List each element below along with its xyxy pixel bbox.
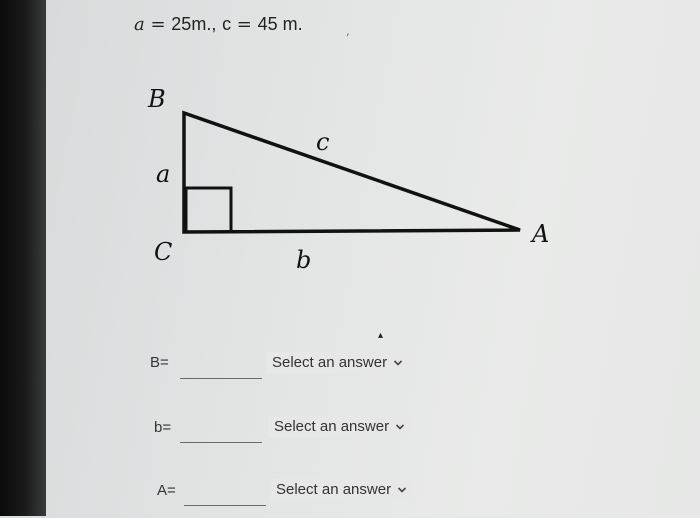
right-angle-marker: [186, 188, 231, 232]
answer-row-B: [0, 350, 700, 390]
stray-mark: ,: [346, 24, 350, 38]
answer-select[interactable]: [270, 479, 413, 501]
equals-sign-2: =: [236, 14, 252, 35]
var-c: c: [222, 14, 232, 34]
answer-row-b: [0, 414, 700, 454]
side-label-a: a: [156, 160, 171, 188]
equals-sign-1: =: [150, 14, 166, 35]
answer-blank: [184, 505, 266, 506]
select-text: Select an answer: [274, 418, 390, 435]
chevron-down-icon: [393, 358, 403, 368]
triangle-outline: [184, 113, 520, 232]
triangle-svg: [130, 80, 590, 280]
cursor-artifact: ▴: [378, 330, 384, 341]
side-label-b: b: [296, 246, 312, 274]
value-a: 25m.,: [171, 14, 217, 34]
answer-label: B=: [150, 354, 169, 371]
answer-blank: [180, 378, 262, 379]
chevron-down-icon: [395, 422, 405, 432]
answer-label: A=: [157, 482, 176, 499]
answer-row-A: [0, 478, 700, 518]
answer-select[interactable]: [268, 416, 411, 438]
vertex-label-C: C: [154, 238, 173, 266]
side-label-c: c: [316, 128, 330, 156]
select-text: Select an answer: [272, 354, 388, 371]
vertex-label-B: B: [148, 85, 166, 113]
triangle-diagram: [130, 80, 590, 285]
chevron-down-icon: [397, 485, 407, 495]
vertex-label-A: A: [532, 220, 550, 248]
answer-label: b=: [154, 419, 172, 436]
answer-select[interactable]: [266, 352, 409, 374]
problem-statement: [134, 14, 350, 38]
value-c: 45 m.: [257, 14, 303, 34]
select-text: Select an answer: [276, 481, 392, 498]
answer-blank: [180, 442, 262, 443]
var-a: a: [134, 14, 145, 35]
